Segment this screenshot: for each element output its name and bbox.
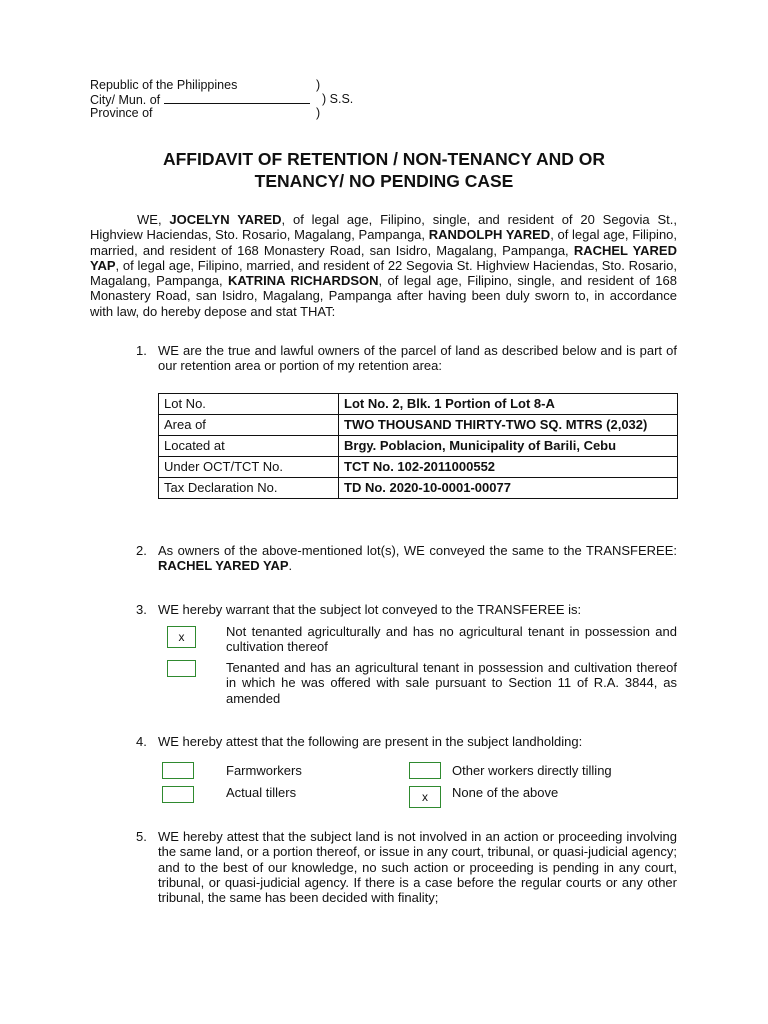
item-2 [136,543,677,574]
city-blank-line [164,92,310,104]
header-republic-row [90,78,321,92]
intro-text: , of legal age, Filipino, single, and resident of 20 Segovia St., Highview Haciendas, Sto. Rosario, Magalang, Pampanga, [90,212,677,243]
item-4 [136,734,677,749]
header-republic: Republic of the Philippines [90,78,238,92]
affiant-name: RACHEL YARED YAP [90,242,677,273]
option-farmworkers-label: Farmworkers [226,763,302,778]
option-not-tenanted-label: Not tenanted agriculturally and has no agricultural tenant in possession and cultivation thereof [226,624,677,655]
header-province-row [90,106,321,120]
table-cell-value: TCT No. 102-2011000552 [339,457,678,478]
item-number: 1. [136,343,147,358]
table-row [159,415,678,436]
header-city-row [90,92,354,107]
option-other-workers-label: Other workers directly tilling [452,763,612,778]
lot-details-table [158,393,678,499]
item-number: 5. [136,829,147,844]
document-title [90,148,678,192]
title-line-1: AFFIDAVIT OF RETENTION / NON-TENANCY AND OR [162,149,606,169]
option-actual-tillers-label: Actual tillers [226,785,297,800]
intro-text: , of legal age, Filipino, single, and resident of 168 Monastery Road, san Isidro, Magalang, Pampanga after having been duly sworn to, in accordance with law, do hereby depose and stat THAT: [90,273,677,319]
item-number: 3. [136,602,147,617]
option-tenanted-label: Tenanted and has an agricultural tenant in possession and cultivation thereof in which he was offered with sale pursuant to Section 11 of R.A. 3844, as amended [226,660,677,706]
item-number: 2. [136,543,147,558]
checkbox-other-workers[interactable] [409,762,441,779]
table-cell-label: Lot No. [159,394,339,415]
checkbox-none-of-the-above[interactable]: x [409,786,441,808]
item-3 [136,602,677,617]
item-text: WE hereby attest that the following are present in the subject landholding: [158,734,583,749]
header-city-label: City/ Mun. of [90,93,161,107]
checkbox-not-tenanted[interactable]: x [167,626,196,648]
table-row [159,478,678,499]
item-number: 4. [136,734,147,749]
header-province: Province of [90,106,153,120]
item-text-part: . [288,558,293,574]
table-row [159,457,678,478]
table-cell-value: TD No. 2020-10-0001-00077 [339,478,678,499]
table-cell-label: Area of [159,415,339,436]
item-text [158,543,677,574]
intro-text: , of legal age, Filipino, married, and resident of 22 Segovia St. Highview Haciendas, Sto. Rosario, Magalang, Pampanga, [90,257,677,289]
header-ss: ) S.S. [322,92,354,106]
table-cell-value: Lot No. 2, Blk. 1 Portion of Lot 8-A [339,394,678,415]
table-cell-label: Tax Declaration No. [159,478,339,499]
affiant-name: JOCELYN YARED [169,212,282,227]
option-none-label: None of the above [452,785,559,800]
affiant-name: RANDOLPH YARED [428,227,551,243]
affiant-name: KATRINA RICHARDSON [227,273,379,289]
item-text: WE are the true and lawful owners of the parcel of land as described below and is part of our retention area or portion of my retention area: [158,343,677,374]
intro-text: WE, [137,212,170,227]
intro-paragraph [90,212,677,319]
item-5 [136,829,677,905]
item-text: WE hereby attest that the subject land is not involved in an action or proceeding involving the same land, or a portion thereof, or issue in any court, tribunal, or quasi-judicial agency; and to the best of our knowledge, no such action or proceeding is pending in any court, tribunal, or quasi-judicial agency. If there is a case before the regular courts or any other tribunal, the same has been decided with finality; [158,829,677,906]
transferee-name: RACHEL YARED YAP [158,558,289,574]
table-row [159,436,678,457]
table-cell-value: TWO THOUSAND THIRTY-TWO SQ. MTRS (2,032) [339,415,678,436]
header-paren: ) [316,106,321,120]
table-cell-value: Brgy. Poblacion, Municipality of Barili, Cebu [339,436,678,457]
intro-text: , of legal age, Filipino, married, and resident of 168 Monastery Road, san Isidro, Magalang, Pampanga, [90,227,678,258]
document-header [90,78,354,120]
item-text: WE hereby warrant that the subject lot conveyed to the TRANSFEREE is: [158,602,582,617]
table-cell-label: Located at [159,436,339,457]
checkbox-farmworkers[interactable] [162,762,194,779]
table-cell-label: Under OCT/TCT No. [159,457,339,478]
item-1 [136,343,677,374]
header-paren: ) [316,78,321,92]
title-line-2: TENANCY/ NO PENDING CASE [254,171,514,191]
checkbox-tenanted[interactable] [167,660,196,677]
checkbox-actual-tillers[interactable] [162,786,194,803]
table-row [159,394,678,415]
item-text-part: As owners of the above-mentioned lot(s), WE conveyed the same to the TRANSFEREE: [158,543,677,558]
